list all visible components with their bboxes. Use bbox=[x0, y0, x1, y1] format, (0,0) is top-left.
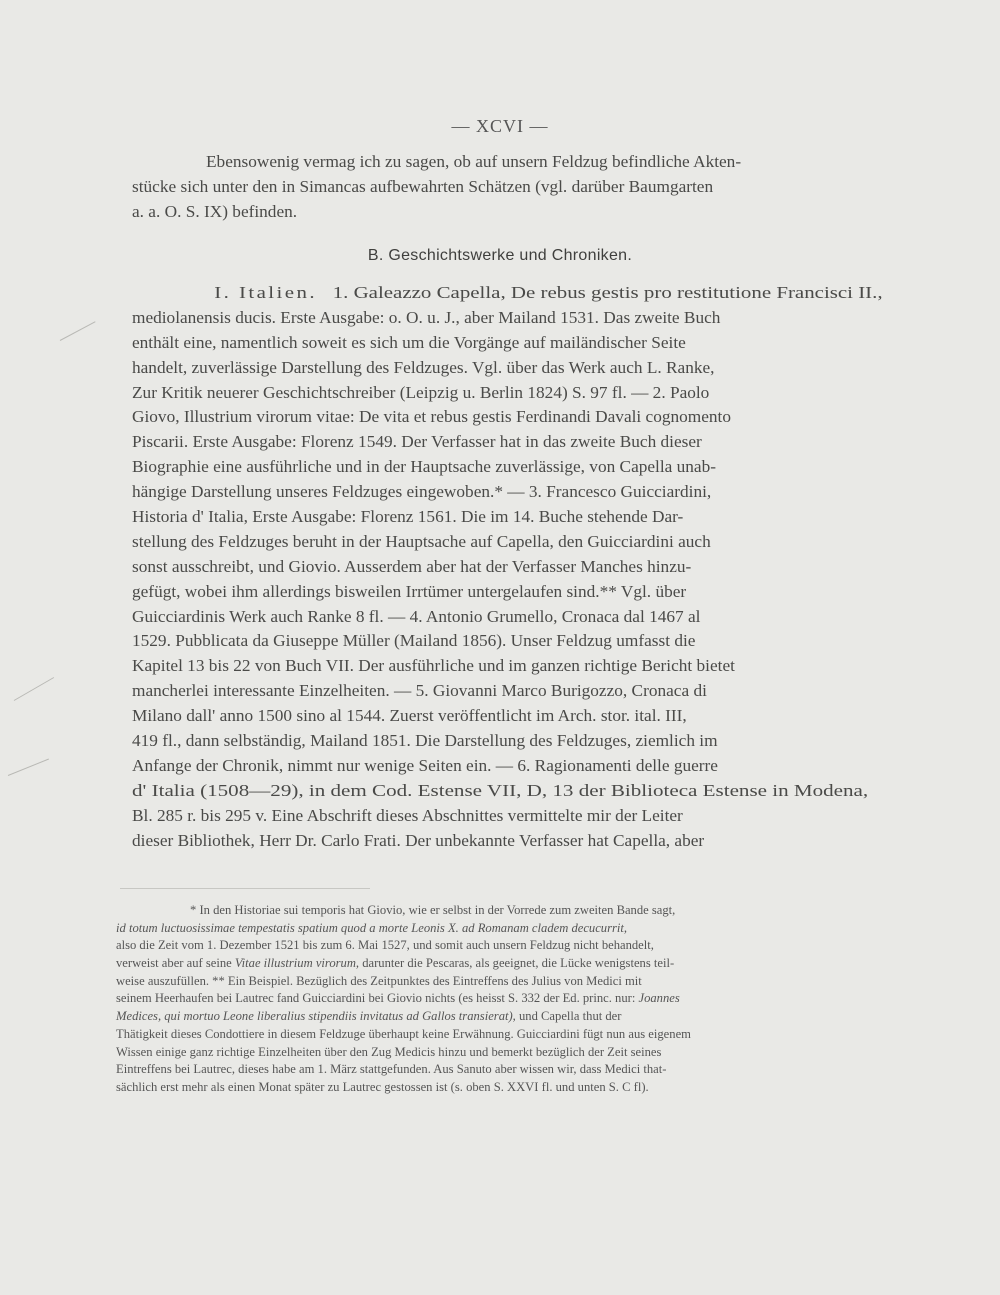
footnote-line bbox=[116, 1061, 856, 1079]
footnote-segment: Thätigkeit dieses Condottiere in diesem Feldzuge überhaupt keine Erwähnung. Guicciardini fügt nun aus eigenem bbox=[116, 1026, 691, 1041]
footnote-line bbox=[116, 1044, 856, 1062]
text-line: gefügt, wobei ihm allerdings bisweilen Irrtümer untergelaufen sind.** Vgl. über bbox=[132, 581, 687, 601]
text-line: Guicciardinis Werk auch Ranke 8 fl. — 4. Antonio Grumello, Cronaca dal 1467 al bbox=[132, 606, 701, 626]
text-line: Kapitel 13 bis 22 von Buch VII. Der ausführliche und im ganzen richtige Bericht bietet bbox=[132, 656, 735, 676]
footnote-segment: und Capella thut der bbox=[515, 1009, 622, 1024]
footnote-rule bbox=[120, 888, 370, 889]
text-line: Piscarii. Erste Ausgabe: Florenz 1549. Der Verfasser hat in das zweite Buch dieser bbox=[132, 432, 702, 452]
margin-mark bbox=[14, 677, 54, 701]
footnote-line bbox=[116, 990, 856, 1008]
footnote-segment: also die Zeit vom 1. Dezember 1521 bis zum 6. Mai 1527, und somit auch unsern Feldzug nicht behandelt, bbox=[116, 938, 654, 953]
text-line: Bl. 285 r. bis 295 v. Eine Abschrift dieses Abschnittes vermittelte mir der Leiter bbox=[132, 805, 683, 825]
footnote-segment: Wissen einige ganz richtige Einzelheiten über den Zug Medicis hinzu und bemerkt bezüglich der Zeit seines bbox=[116, 1044, 662, 1059]
footnote-segment: Eintreffens bei Lautrec, dieses habe am 1. März stattgefunden. Aus Sanuto aber wissen wir, dass Medici that- bbox=[116, 1062, 667, 1077]
running-head-page-number: — XCVI — bbox=[451, 116, 549, 136]
footnote-segment: seinem Heerhaufen bei Lautrec fand Guicciardini bei Giovio nichts (es heisst S. 332 der Ed. princ. nur: bbox=[116, 991, 639, 1006]
footnote-segment: Vitae illustrium virorum, bbox=[234, 956, 360, 971]
footnotes bbox=[116, 902, 856, 1097]
intro-paragraph bbox=[132, 150, 868, 225]
main-paragraph bbox=[132, 281, 883, 853]
section-heading: B. Geschichtswerke und Chroniken. bbox=[367, 247, 633, 264]
text-line: mancherlei interessante Einzelheiten. — 5. Giovanni Marco Burigozzo, Cronaca di bbox=[132, 681, 707, 701]
text-line: mediolanensis ducis. Erste Ausgabe: o. O. u. J., aber Mailand 1531. Das zweite Buch bbox=[132, 307, 721, 327]
footnote-line bbox=[116, 920, 856, 938]
country-label: I. Italien. bbox=[214, 283, 317, 302]
text-line: dieser Bibliothek, Herr Dr. Carlo Frati. Der unbekannte Verfasser hat Capella, aber bbox=[132, 830, 705, 850]
main-first-line-text: 1. Galeazzo Capella, De rebus gestis pro restitutione Francisci II., bbox=[332, 283, 883, 302]
footnote-line bbox=[116, 1008, 856, 1026]
text-line: Giovo, Illustrium virorum vitae: De vita et rebus gestis Ferdinandi Davali cognomento bbox=[132, 407, 731, 427]
main-first-line bbox=[132, 281, 965, 306]
text-line: 419 fl., dann selbständig, Mailand 1851. Die Darstellung des Feldzuges, ziemlich im bbox=[132, 731, 718, 751]
footnote-segment: Medices, qui mortuo Leone liberalius stipendiis invitatus ad Gallos transierat), bbox=[116, 1009, 516, 1024]
footnote-line bbox=[116, 1026, 856, 1044]
footnote-segment: sächlich erst mehr als einen Monat später zu Lautrec gestossen ist (s. oben S. XXVI fl. und unten S. C fl). bbox=[116, 1079, 649, 1094]
margin-mark bbox=[8, 759, 49, 776]
footnote-segment: * In den Historiae sui temporis hat Giovio, wie er selbst in der Vorrede zum zweiten Bande sagt, bbox=[190, 903, 676, 917]
text-line: handelt, zuverlässige Darstellung des Feldzuges. Vgl. über das Werk auch L. Ranke, bbox=[132, 357, 715, 377]
footnote-line bbox=[116, 955, 856, 973]
text-line: stellung des Feldzuges beruht in der Hauptsache auf Capella, den Guicciardini auch bbox=[132, 531, 711, 551]
text-line: enthält eine, namentlich soweit es sich um die Vorgänge auf mailändischer Seite bbox=[132, 332, 686, 352]
text-line: hängige Darstellung unseres Feldzuges eingewoben.* — 3. Francesco Guicciardini, bbox=[132, 482, 712, 502]
text-line: Biographie eine ausführliche und in der Hauptsache zuverlässige, von Capella unab- bbox=[132, 457, 717, 477]
text-line: a. a. O. S. IX) befinden. bbox=[132, 201, 298, 221]
footnote-line bbox=[116, 902, 856, 920]
text-line: Milano dall' anno 1500 sino al 1544. Zuerst veröffentlicht im Arch. stor. ital. III, bbox=[132, 706, 687, 726]
margin-mark bbox=[60, 321, 96, 341]
footnote-line bbox=[116, 973, 856, 991]
footnote-segment: weise auszufüllen. ** Ein Beispiel. Bezüglich des Zeitpunktes des Eintreffens des Julius von Medici mit bbox=[116, 973, 642, 988]
footnote-segment: id totum luctuosissimae tempestatis spatium quod a morte Leonis X. ad Romanam cladem decucurrit, bbox=[116, 920, 628, 935]
footnote-line bbox=[116, 1079, 856, 1097]
footnote-segment: darunter die Pescaras, als geeignet, die Lücke wenigstens teil- bbox=[359, 956, 675, 971]
text-line: d' Italia (1508—29), in dem Cod. Estense VII, D, 13 der Biblioteca Estense in Modena, bbox=[132, 780, 869, 800]
footnote-segment: Joannes bbox=[638, 991, 680, 1006]
text-line: sonst ausschreibt, und Giovio. Ausserdem aber hat der Verfasser Manches hinzu- bbox=[132, 556, 692, 576]
text-line: 1529. Pubblicata da Giuseppe Müller (Mailand 1856). Unser Feldzug umfasst die bbox=[132, 631, 696, 651]
text-line: Anfange der Chronik, nimmt nur wenige Seiten ein. — 6. Ragionamenti delle guerre bbox=[132, 755, 718, 775]
text-line: stücke sich unter den in Simancas aufbewahrten Schätzen (vgl. darüber Baumgarten bbox=[132, 176, 714, 196]
footnote-segment: verweist aber auf seine bbox=[116, 956, 235, 971]
footnote-line bbox=[116, 937, 856, 955]
text-line: Ebensowenig vermag ich zu sagen, ob auf unsern Feldzug befindliche Akten- bbox=[206, 152, 742, 171]
text-line: Historia d' Italia, Erste Ausgabe: Florenz 1561. Die im 14. Buche stehende Dar- bbox=[132, 507, 684, 527]
text-line: Zur Kritik neuerer Geschichtschreiber (Leipzig u. Berlin 1824) S. 97 fl. — 2. Paolo bbox=[132, 382, 710, 402]
